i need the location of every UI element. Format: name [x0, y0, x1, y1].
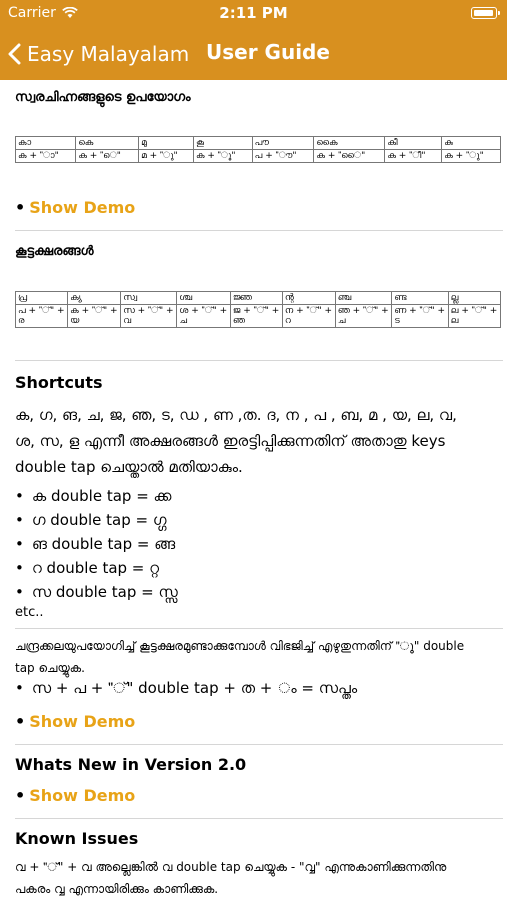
table-cell: പൗ	[252, 137, 314, 150]
list-item: • ക double tap = ക്ക	[15, 484, 178, 508]
table-row	[16, 292, 501, 305]
back-button[interactable]	[8, 28, 189, 80]
list-item: • ഗ double tap = ഗ്ഗ	[15, 508, 178, 532]
page-title: User Guide	[206, 40, 330, 64]
table-cell: പ + "്" + ര	[16, 305, 68, 328]
divider	[15, 818, 503, 819]
table-cell: ണ + "്" + ട	[392, 305, 448, 328]
table-cell: പ്ര	[16, 292, 68, 305]
table-cell: കാ	[16, 137, 76, 150]
table-cell: ല + "്" + ല	[448, 305, 500, 328]
list-item: • ങ double tap = ങ്ങ	[15, 532, 178, 556]
table-cell: സ + "്" + വ	[121, 305, 177, 328]
table-cell: ശ + "്" + ച	[177, 305, 231, 328]
known-issues-text: വ + "്" + വ അല്ലെങ്കിൽ വ double tap ചെയ്യുക - "വ്വ" എന്നുകാണിക്കുന്നതിനു പകരം വ്വ എന്നായിരിക്കും കാണിക്കുക.	[15, 860, 447, 896]
list-item: • സ double tap = സ്സ	[15, 580, 178, 604]
table-cell: ഞ + "്" + ച	[335, 305, 392, 328]
carrier-label: Carrier	[8, 5, 56, 21]
shortcut-list	[15, 484, 178, 604]
table-cell: ക + "ൂ"	[193, 150, 252, 163]
status-bar	[0, 0, 507, 28]
whats-new-title: Whats New in Version 2.0	[15, 755, 247, 774]
vowel-signs-heading: സ്വരചിഹ്നങ്ങളുടെ ഉപയോഗം	[15, 90, 191, 105]
list-item: • സ + പ + "്" double tap + ത + ം = സപ്തം	[15, 676, 357, 700]
show-demo-link-3[interactable]: • Show Demo	[15, 786, 136, 805]
show-demo-link-1[interactable]: • Show Demo	[15, 198, 136, 217]
list-item: • റ double tap = റ്റ	[15, 556, 178, 580]
show-demo-label: Show Demo	[29, 198, 136, 217]
show-demo-label: Show Demo	[29, 786, 136, 805]
table-cell: ക + "ു"	[442, 150, 501, 163]
table-row	[16, 137, 501, 150]
conjuncts-heading: കൂട്ടക്ഷരങ്ങൾ	[15, 244, 94, 259]
chevron-left-icon	[8, 43, 21, 65]
clock: 2:11 PM	[219, 4, 288, 22]
divider	[15, 360, 503, 361]
table-cell: ക + "ൈ"	[314, 150, 385, 163]
table-cell: കൈ	[314, 137, 385, 150]
table-cell: ജ + "്" + ഞ	[230, 305, 282, 328]
example-list	[15, 676, 357, 700]
shortcuts-title: Shortcuts	[15, 373, 103, 392]
table-cell: ക്യ	[68, 292, 121, 305]
back-button-label: Easy Malayalam	[27, 42, 190, 66]
vowel-signs-table	[15, 136, 501, 163]
table-row	[16, 305, 501, 328]
table-cell: പ + "ൗ"	[252, 150, 314, 163]
chandrakala-note: ചന്ദ്രക്കലയുപയോഗിച്ച് കൂട്ടക്ഷരമുണ്ടാക്കുമ്പോൾ വിഭജിച്ച് എഴുതുന്നതിന് "ു" double tap ചെയ്യുക.	[15, 639, 465, 675]
show-demo-link-2[interactable]: • Show Demo	[15, 712, 136, 731]
divider	[15, 628, 503, 629]
conjuncts-table	[15, 291, 501, 328]
etc-label: etc..	[15, 605, 44, 620]
table-cell: ണ്ട	[392, 292, 448, 305]
navigation-bar	[0, 28, 507, 80]
table-cell: ശ്ച	[177, 292, 231, 305]
table-cell: ന + "്" + റ	[282, 305, 335, 328]
table-cell: ജ്ഞ	[230, 292, 282, 305]
table-cell: മു	[139, 137, 194, 150]
battery-icon	[471, 7, 497, 19]
table-cell: മ + "ു"	[139, 150, 194, 163]
known-issues-title: Known Issues	[15, 829, 139, 848]
table-cell: ക + "െ"	[76, 150, 139, 163]
divider	[15, 744, 503, 745]
table-cell: ഞ്ച	[335, 292, 392, 305]
table-cell: ക + "ാ"	[16, 150, 76, 163]
table-row	[16, 150, 501, 163]
divider	[15, 230, 503, 231]
shortcuts-description: ക, ഗ, ങ, ച, ജ, ഞ, ട, ഡ , ണ ,ത. ദ, ന , പ , ബ, മ , യ, ല, വ, ശ, സ, ള എന്നീ അക്ഷരങ്ങൾ ഇരട്ടിപ്പിക്കുന്നതിന് അതാതു keys double tap ചെയ്താൽ മതിയാകും.	[15, 406, 457, 476]
table-cell: ക + "ീ"	[385, 150, 442, 163]
table-cell: കു	[442, 137, 501, 150]
table-cell: സ്വ	[121, 292, 177, 305]
table-cell: ക + "്" + യ	[68, 305, 121, 328]
table-cell: കൂ	[193, 137, 252, 150]
table-cell: ല്ല	[448, 292, 500, 305]
show-demo-label: Show Demo	[29, 712, 136, 731]
table-cell: ന്റ	[282, 292, 335, 305]
table-cell: കീ	[385, 137, 442, 150]
table-cell: കെ	[76, 137, 139, 150]
